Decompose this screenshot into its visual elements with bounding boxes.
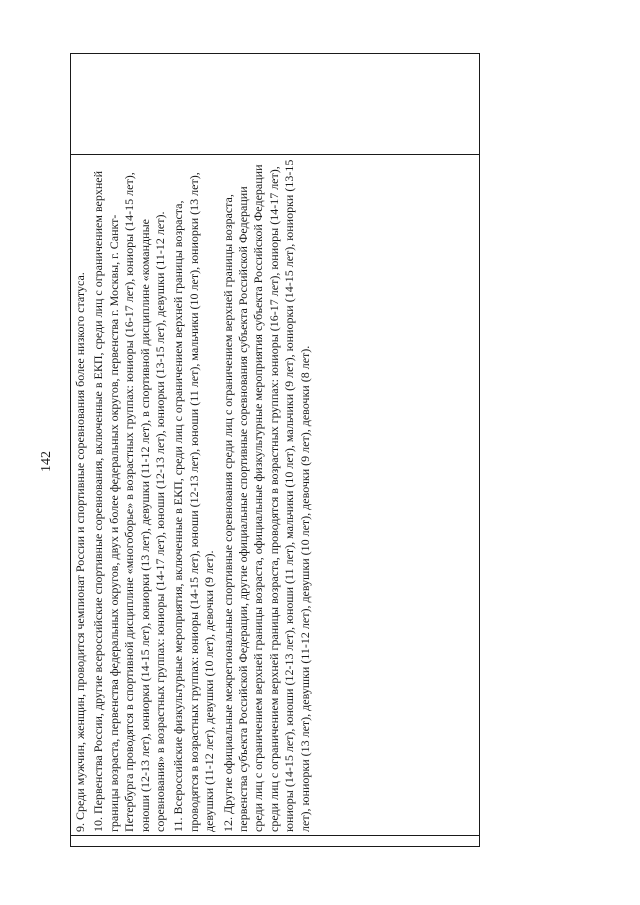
paragraph-item-11: 11. Всероссийские физкультурные мероприятия, включенные в ЕКП, среди лиц с ограничением верхней границы возраста, проводятся в возрастных группах: юниоры (14-15 лет), юноши (12-13 лет), юноши (11 лет), мальчики (10 лет), юниорки (13 лет), девушки (11-12 лет), девушки (10 лет), девочки (9 лет). bbox=[171, 172, 217, 832]
content-cell bbox=[71, 155, 480, 836]
paragraph-item-10: 10. Первенства России, другие всероссийские спортивные соревнования, включенные в ЕКП, среди лиц с ограничением верхней границы возраста, первенства федеральных округов, двух и более федеральных округов, первенства г. Москвы, г. Санкт-Петербурга проводятся в спортивной дисциплине «многоборье» в возрастных группах: юниоры (16-17 лет), юниоры (14-15 лет), юноши (12-13 лет), юниорки (14-15 лет), юниорки (13 лет), девушки (11-12 лет), в спортивной дисциплине «командные соревнования» в возрастных группах: юниоры (14-17 лет), юноши (12-13 лет), юниорки (13-15 лет), девушки (11-12 лет). bbox=[91, 170, 168, 832]
table-row bbox=[71, 54, 480, 847]
page-number: 142 bbox=[39, 451, 54, 472]
left-column-cell bbox=[71, 836, 480, 847]
document-table bbox=[70, 53, 480, 847]
paragraph-item-12: 12. Другие официальные межрегиональные спортивные соревнования среди лиц с ограничением верхней границы возраста, первенства субъекта Российской Федерации, другие официальные спортивные соревнования субъекта Российской Федерации среди лиц с ограничением верхней границы возраста, официальные физкультурные мероприятия субъекта Российской Федерации среди лиц с ограничением верхней границы возраста, проводятся в возрастных группах: юниоры (16-17 лет), юниоры (14-17 лет), юниоры (14-15 лет), юноши (12-13 лет), юноши (11 лет), мальчики (10 лет), мальчики (9 лет), юниорки (14-15 лет), юниорки (13-15 лет), юниорки (13 лет), девушки (11-12 лет), девушки (10 лет), девочки (9 лет), девочки (8 лет). bbox=[220, 159, 312, 832]
rotated-page bbox=[39, 57, 480, 847]
right-column-cell bbox=[71, 54, 480, 155]
paragraph-item-9: 9. Среди мужчин, женщин, проводится чемпионат России и спортивные соревнования более низкого статуса. bbox=[73, 272, 87, 832]
cell-text bbox=[71, 155, 313, 835]
